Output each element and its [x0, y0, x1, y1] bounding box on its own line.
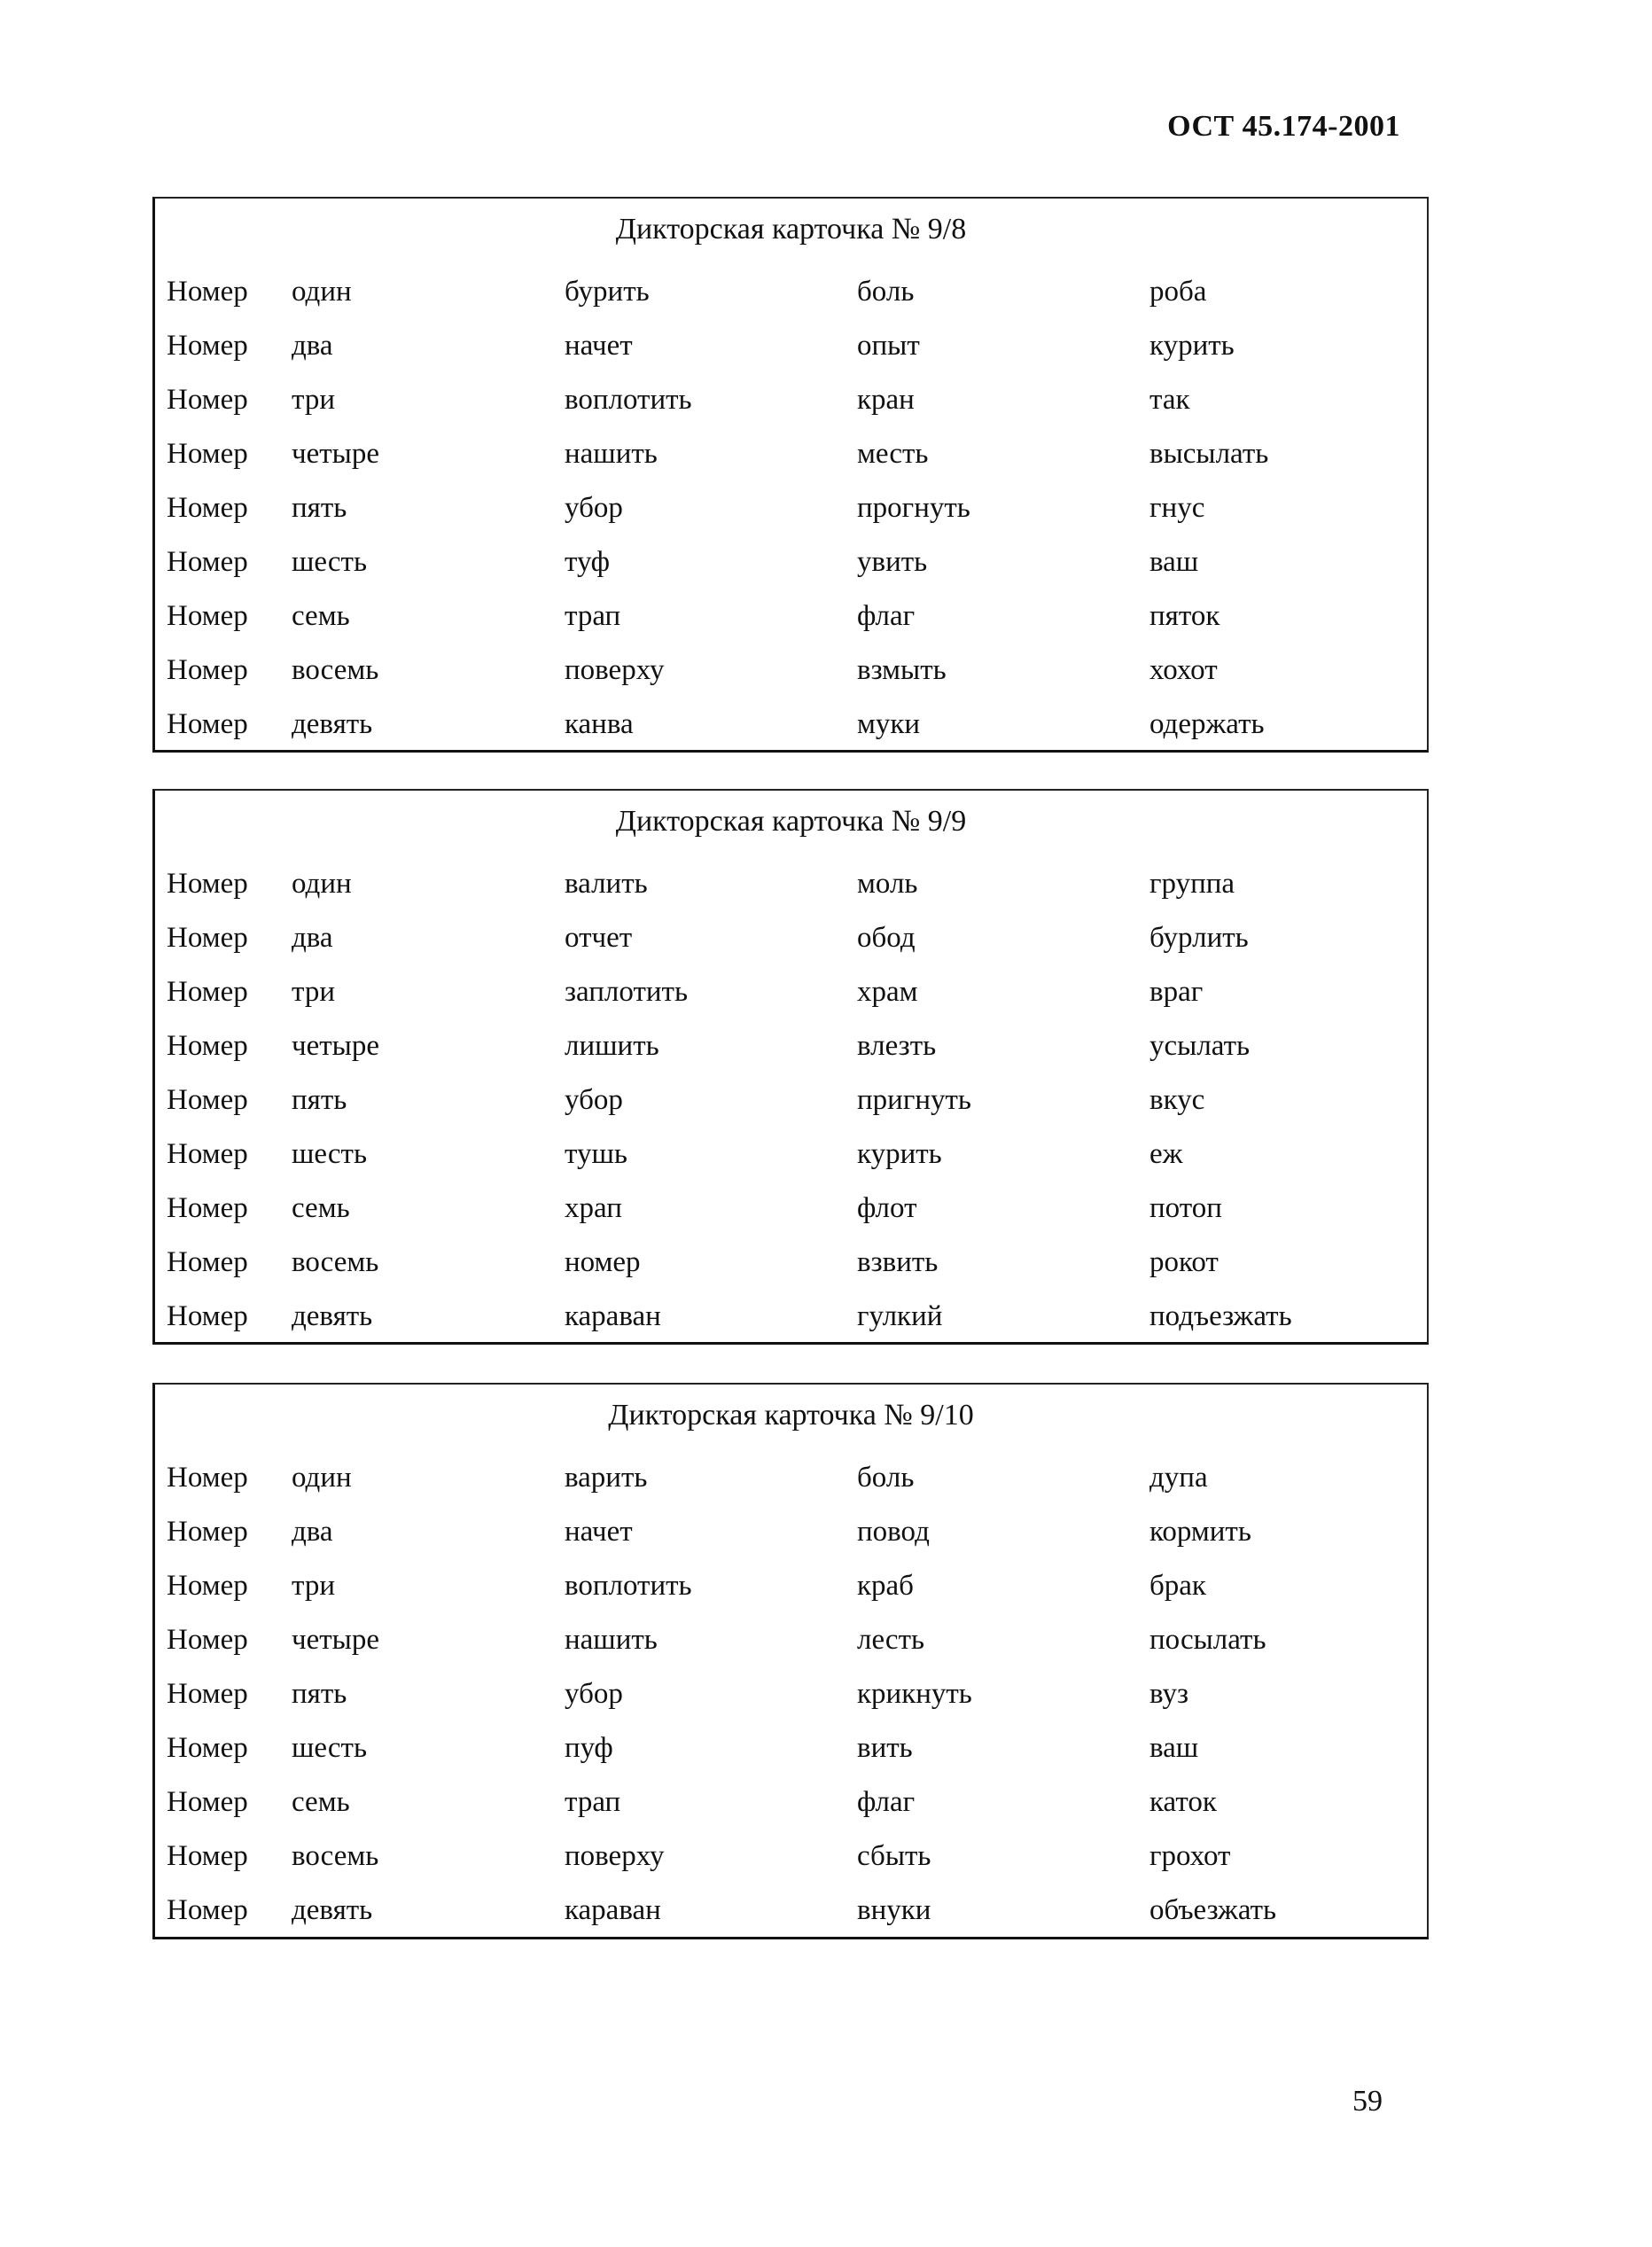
word: краб: [857, 1570, 914, 1602]
word: отчет: [565, 922, 633, 954]
card-row: [155, 1560, 1427, 1611]
row-number: один: [292, 1462, 352, 1494]
word: хохот: [1149, 654, 1218, 686]
word: флаг: [857, 600, 916, 632]
word: брак: [1149, 1570, 1206, 1602]
row-number: шесть: [292, 1732, 367, 1764]
word: убор: [565, 492, 623, 524]
row-label: Номер: [167, 976, 248, 1008]
word: потоп: [1149, 1192, 1222, 1224]
word: боль: [857, 276, 915, 308]
row-number: девять: [292, 1300, 373, 1332]
word: объезжать: [1149, 1894, 1277, 1926]
row-number: пять: [292, 492, 347, 524]
word: канва: [565, 708, 634, 740]
card-row: [155, 482, 1427, 534]
word: номер: [565, 1246, 641, 1278]
row-number: три: [292, 976, 335, 1008]
word: валить: [565, 868, 648, 900]
row-label: Номер: [167, 546, 248, 578]
word: боль: [857, 1462, 915, 1494]
row-label: Номер: [167, 1516, 248, 1548]
card-row: [155, 1237, 1427, 1288]
word: одержать: [1149, 708, 1265, 740]
row-label: Номер: [167, 1138, 248, 1170]
word: внуки: [857, 1894, 931, 1926]
row-label: Номер: [167, 1030, 248, 1062]
row-label: Номер: [167, 1624, 248, 1656]
word: каток: [1149, 1786, 1217, 1818]
row-label: Номер: [167, 492, 248, 524]
word: влезть: [857, 1030, 937, 1062]
card-title: Дикторская карточка № 9/10: [608, 1399, 974, 1432]
word: роба: [1149, 276, 1207, 308]
row-number: шесть: [292, 1138, 367, 1170]
announcer-card: [152, 789, 1429, 1345]
word: грохот: [1149, 1840, 1231, 1872]
page-number: 59: [1352, 2085, 1383, 2118]
word: гнус: [1149, 492, 1205, 524]
word: заплотить: [565, 976, 688, 1008]
announcer-card: [152, 197, 1429, 753]
row-number: один: [292, 868, 352, 900]
row-label: Номер: [167, 1300, 248, 1332]
word: вкус: [1149, 1084, 1205, 1116]
word: обод: [857, 922, 916, 954]
row-label: Номер: [167, 330, 248, 362]
word: высылать: [1149, 438, 1269, 470]
word: бурить: [565, 276, 650, 308]
word: воплотить: [565, 384, 692, 416]
word: крикнуть: [857, 1678, 972, 1710]
row-number: один: [292, 276, 352, 308]
word: повод: [857, 1516, 930, 1548]
word: храм: [857, 976, 918, 1008]
word: опыт: [857, 330, 920, 362]
word: еж: [1149, 1138, 1183, 1170]
row-number: девять: [292, 708, 373, 740]
word: усылать: [1149, 1030, 1251, 1062]
word: дупа: [1149, 1462, 1208, 1494]
word: враг: [1149, 976, 1204, 1008]
row-number: два: [292, 330, 333, 362]
card-row: [155, 1074, 1427, 1126]
document-code: ОСТ 45.174-2001: [1167, 110, 1400, 143]
card-row: [155, 1830, 1427, 1882]
word: курить: [1149, 330, 1235, 362]
row-label: Номер: [167, 1786, 248, 1818]
card-title: Дикторская карточка № 9/8: [615, 213, 967, 246]
card-row: [155, 428, 1427, 480]
row-label: Номер: [167, 384, 248, 416]
word: группа: [1149, 868, 1235, 900]
word: кран: [857, 384, 915, 416]
word: взмыть: [857, 654, 947, 686]
row-number: пять: [292, 1678, 347, 1710]
word: так: [1149, 384, 1190, 416]
row-number: три: [292, 1570, 335, 1602]
row-label: Номер: [167, 922, 248, 954]
word: подъезжать: [1149, 1300, 1292, 1332]
word: кормить: [1149, 1516, 1251, 1548]
card-row: [155, 966, 1427, 1018]
row-label: Номер: [167, 1246, 248, 1278]
word: курить: [857, 1138, 942, 1170]
word: прогнуть: [857, 492, 970, 524]
row-number: два: [292, 922, 333, 954]
word: пяток: [1149, 600, 1220, 632]
word: поверху: [565, 1840, 665, 1872]
word: убор: [565, 1084, 623, 1116]
card-row: [155, 1776, 1427, 1828]
word: вить: [857, 1732, 913, 1764]
row-number: семь: [292, 1786, 350, 1818]
row-label: Номер: [167, 1192, 248, 1224]
card-row: [155, 1020, 1427, 1072]
word: ваш: [1149, 546, 1199, 578]
row-label: Номер: [167, 1840, 248, 1872]
word: начет: [565, 330, 633, 362]
row-number: два: [292, 1516, 333, 1548]
card-row: [155, 1128, 1427, 1180]
word: варить: [565, 1462, 648, 1494]
word: убор: [565, 1678, 623, 1710]
word: вуз: [1149, 1678, 1188, 1710]
word: нашить: [565, 438, 658, 470]
word: муки: [857, 708, 921, 740]
row-number: семь: [292, 1192, 350, 1224]
card-row: [155, 858, 1427, 909]
card-row: [155, 374, 1427, 425]
row-label: Номер: [167, 1678, 248, 1710]
word: храп: [565, 1192, 622, 1224]
row-label: Номер: [167, 1462, 248, 1494]
word: трап: [565, 600, 621, 632]
announcer-card: [152, 1383, 1429, 1939]
card-row: [155, 1291, 1427, 1342]
word: нашить: [565, 1624, 658, 1656]
word: моль: [857, 868, 918, 900]
word: караван: [565, 1894, 661, 1926]
word: лесть: [857, 1624, 925, 1656]
word: увить: [857, 546, 928, 578]
word: пуф: [565, 1732, 613, 1764]
word: поверху: [565, 654, 665, 686]
word: месть: [857, 438, 929, 470]
card-row: [155, 536, 1427, 588]
word: флот: [857, 1192, 917, 1224]
row-number: семь: [292, 600, 350, 632]
row-label: Номер: [167, 708, 248, 740]
card-row: [155, 266, 1427, 317]
row-label: Номер: [167, 438, 248, 470]
row-label: Номер: [167, 1084, 248, 1116]
word: начет: [565, 1516, 633, 1548]
word: сбыть: [857, 1840, 931, 1872]
card-row: [155, 644, 1427, 696]
word: ваш: [1149, 1732, 1199, 1764]
word: лишить: [565, 1030, 659, 1062]
word: пригнуть: [857, 1084, 971, 1116]
word: посылать: [1149, 1624, 1266, 1656]
row-label: Номер: [167, 1732, 248, 1764]
row-label: Номер: [167, 654, 248, 686]
word: караван: [565, 1300, 661, 1332]
row-number: четыре: [292, 1030, 379, 1062]
card-row: [155, 1614, 1427, 1666]
word: туф: [565, 546, 611, 578]
word: гулкий: [857, 1300, 943, 1332]
row-label: Номер: [167, 1570, 248, 1602]
row-number: четыре: [292, 1624, 379, 1656]
row-number: шесть: [292, 546, 367, 578]
row-label: Номер: [167, 868, 248, 900]
card-title: Дикторская карточка № 9/9: [615, 805, 967, 838]
row-number: восемь: [292, 654, 379, 686]
row-number: восемь: [292, 1246, 379, 1278]
card-row: [155, 320, 1427, 371]
row-label: Номер: [167, 276, 248, 308]
row-label: Номер: [167, 1894, 248, 1926]
word: воплотить: [565, 1570, 692, 1602]
card-row: [155, 590, 1427, 642]
card-row: [155, 912, 1427, 964]
row-number: восемь: [292, 1840, 379, 1872]
row-label: Номер: [167, 600, 248, 632]
word: тушь: [565, 1138, 627, 1170]
word: рокот: [1149, 1246, 1219, 1278]
row-number: четыре: [292, 438, 379, 470]
row-number: три: [292, 384, 335, 416]
row-number: пять: [292, 1084, 347, 1116]
word: взвить: [857, 1246, 939, 1278]
card-row: [155, 1722, 1427, 1774]
card-row: [155, 1452, 1427, 1503]
card-row: [155, 1182, 1427, 1234]
word: трап: [565, 1786, 621, 1818]
card-row: [155, 1506, 1427, 1557]
card-row: [155, 1884, 1427, 1936]
word: флаг: [857, 1786, 916, 1818]
card-row: [155, 1668, 1427, 1720]
word: бурлить: [1149, 922, 1249, 954]
card-row: [155, 698, 1427, 750]
row-number: девять: [292, 1894, 373, 1926]
